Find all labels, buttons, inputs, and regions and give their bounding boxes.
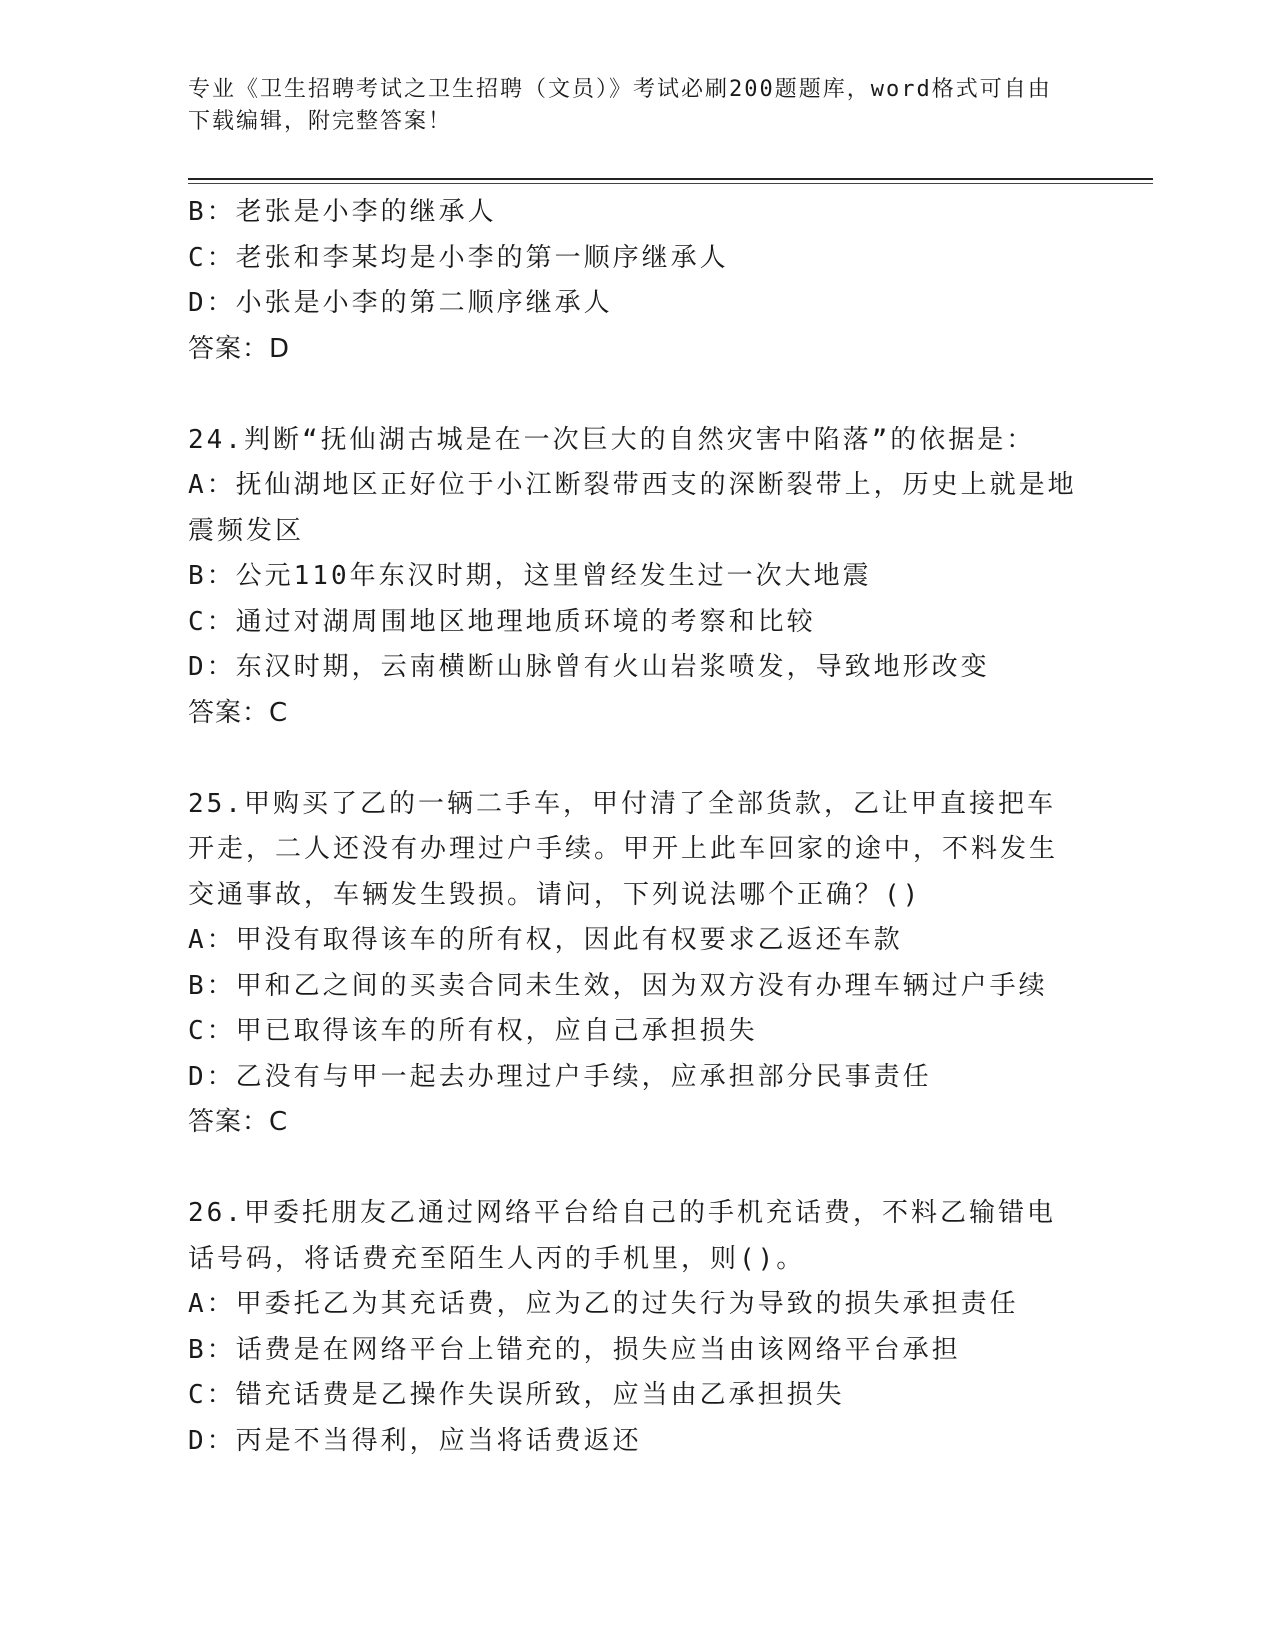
option-a: A：抚仙湖地区正好位于小江断裂带西支的深断裂带上，历史上就是地震频发区 <box>188 470 1077 546</box>
option-c: C：老张和李某均是小李的第一顺序继承人 <box>188 242 729 273</box>
spacer <box>188 1146 1083 1192</box>
option-d: D：乙没有与甲一起去办理过户手续，应承担部分民事责任 <box>188 1061 932 1092</box>
option-d: D：丙是不当得利，应当将话费返还 <box>188 1425 642 1456</box>
option-b: B：甲和乙之间的买卖合同未生效，因为双方没有办理车辆过户手续 <box>188 970 1048 1001</box>
option-b: B：话费是在网络平台上错充的，损失应当由该网络平台承担 <box>188 1334 961 1365</box>
option-b: B：老张是小李的继承人 <box>188 197 497 227</box>
option-c: C：通过对湖周围地区地理地质环境的考察和比较 <box>188 606 816 637</box>
option-a: A：甲委托乙为其充话费，应为乙的过失行为导致的损失承担责任 <box>188 1289 1019 1319</box>
question-23-continued <box>188 190 1083 372</box>
option-c: C：甲已取得该车的所有权，应自己承担损失 <box>188 1016 758 1046</box>
spacer <box>188 736 1083 782</box>
question-stem: 26.甲委托朋友乙通过网络平台给自己的手机充话费，不料乙输错电话号码，将话费充至陌生人丙的手机里，则()。 <box>188 1198 1056 1274</box>
header-divider-thin <box>188 183 1153 184</box>
question-26 <box>188 1191 1083 1464</box>
option-b: B：公元110年东汉时期，这里曾经发生过一次大地震 <box>188 561 872 591</box>
answer: 答案：D <box>188 333 291 364</box>
option-c: C：错充话费是乙操作失误所致，应当由乙承担损失 <box>188 1380 845 1410</box>
answer: 答案：C <box>188 697 289 728</box>
header-divider-thick <box>188 178 1153 180</box>
option-a: A：甲没有取得该车的所有权，因此有权要求乙返还车款 <box>188 925 903 955</box>
page-header: 专业《卫生招聘考试之卫生招聘（文员）》考试必刷200题题库，word格式可自由下载编辑，附完整答案！ <box>188 77 1052 134</box>
question-stem: 25.甲购买了乙的一辆二手车，甲付清了全部货款，乙让甲直接把车开走，二人还没有办理过户手续。甲开上此车回家的途中，不料发生交通事故，车辆发生毁损。请问，下列说法哪个正确？() <box>188 788 1059 910</box>
option-d: D：小张是小李的第二顺序继承人 <box>188 288 613 318</box>
answer: 答案：C <box>188 1107 289 1137</box>
question-24 <box>188 418 1083 737</box>
question-content <box>188 190 1083 1464</box>
option-d: D：东汉时期，云南横断山脉曾有火山岩浆喷发，导致地形改变 <box>188 652 990 682</box>
question-stem: 24.判断“抚仙湖古城是在一次巨大的自然灾害中陷落”的依据是： <box>188 424 1036 455</box>
spacer <box>188 372 1083 418</box>
question-25 <box>188 782 1083 1146</box>
